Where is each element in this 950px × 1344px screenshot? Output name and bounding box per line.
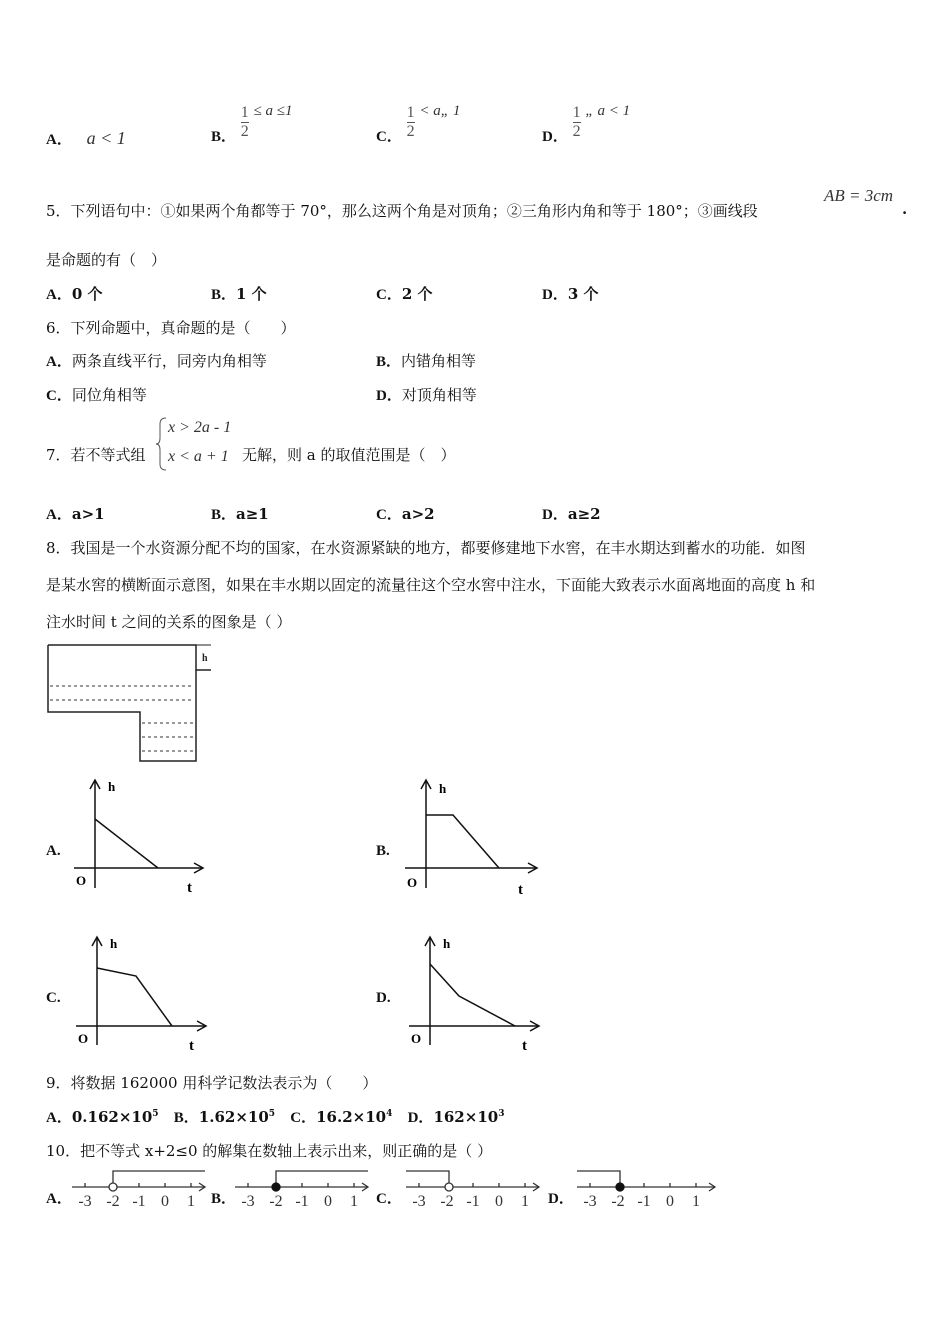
axis-label-h: h bbox=[110, 936, 118, 951]
fraction-half: $\frac{1}{2}$ bbox=[240, 104, 249, 140]
svg-text:-2: -2 bbox=[106, 1193, 120, 1210]
depth-label: h bbox=[202, 653, 208, 664]
left-brace-icon bbox=[156, 416, 168, 472]
svg-text:1: 1 bbox=[521, 1193, 529, 1210]
q4-option-a[interactable]: A． a < 1 bbox=[46, 128, 126, 148]
q5-option-d[interactable]: D．3 个 bbox=[542, 285, 599, 303]
fraction-half: $\frac{1}{2}$ bbox=[572, 104, 581, 140]
svg-text:-1: -1 bbox=[295, 1193, 309, 1210]
q6-stem: 6．下列命题中，真命题的是（ ） bbox=[46, 319, 296, 337]
cistern-diagram bbox=[46, 644, 216, 766]
axis-label-t: t bbox=[518, 882, 523, 898]
origin-label: O bbox=[407, 875, 418, 890]
q8-stem-line2: 是某水窖的横断面示意图，如果在丰水期以固定的流量往这个空水窖中注水，下面能大致表示水面离地面的高度 h 和 bbox=[46, 576, 816, 594]
q9-option-a[interactable]: A．$0.162\times 10^5$ bbox=[46, 1108, 159, 1126]
svg-text:0: 0 bbox=[666, 1193, 674, 1210]
q6-option-b[interactable]: B．内错角相等 bbox=[376, 352, 477, 370]
q10-option-c-label[interactable]: C． bbox=[376, 1191, 402, 1207]
q9-option-c[interactable]: C．$16.2\times 10^4$ bbox=[290, 1108, 393, 1126]
q8-graph-b[interactable] bbox=[401, 775, 546, 897]
graph-line bbox=[426, 815, 499, 868]
fraction-half: $\frac{1}{2}$ bbox=[406, 104, 415, 140]
svg-text:0: 0 bbox=[495, 1193, 503, 1210]
q8-option-d-label[interactable]: D. bbox=[376, 990, 391, 1006]
axis-label-h: h bbox=[439, 781, 447, 796]
q6-option-c[interactable]: C．同位角相等 bbox=[46, 386, 147, 404]
q8-stem-line3: 注水时间 t 之间的关系的图象是（ ） bbox=[46, 613, 292, 631]
q7-inequality-1: x > 2a - 1 bbox=[168, 419, 232, 436]
q5-stem-line2: 是命题的有（ ） bbox=[46, 251, 167, 269]
q8-option-b-label[interactable]: B. bbox=[376, 843, 390, 859]
q10-stem: 10．把不等式 x+2≤0 的解集在数轴上表示出来，则正确的是（ ） bbox=[46, 1142, 493, 1160]
origin-label: O bbox=[78, 1031, 89, 1046]
q9-option-d[interactable]: D．$162\times 10^3$ bbox=[407, 1108, 505, 1126]
q7-option-d[interactable]: D．a≥2 bbox=[542, 505, 601, 523]
graph-line bbox=[430, 964, 515, 1026]
svg-text:0: 0 bbox=[324, 1193, 332, 1210]
q8-stem-line1: 8．我国是一个水资源分配不均的国家，在水资源紧缺的地方，都要修建地下水窖，在丰水期达到蓄水的功能．如图 bbox=[46, 539, 806, 557]
q10-number-line-c[interactable] bbox=[404, 1166, 544, 1210]
q6-option-d[interactable]: D．对顶角相等 bbox=[376, 386, 477, 404]
q8-option-a-label[interactable]: A. bbox=[46, 843, 61, 859]
svg-text:-3: -3 bbox=[583, 1193, 597, 1210]
q4-option-c[interactable]: C． $\frac{1}{2}$ < a„ 1 bbox=[376, 102, 461, 145]
open-point-icon bbox=[445, 1183, 453, 1191]
axis-label-t: t bbox=[522, 1038, 527, 1054]
q4-option-b[interactable]: B． $\frac{1}{2}$ ≤ a ≤1 bbox=[211, 102, 293, 145]
svg-text:-2: -2 bbox=[611, 1193, 625, 1210]
q7-stem-a: 7．若不等式组 bbox=[46, 446, 146, 464]
q6-option-a[interactable]: A．两条直线平行，同旁内角相等 bbox=[46, 352, 267, 370]
axis-label-t: t bbox=[187, 880, 192, 896]
svg-text:1: 1 bbox=[187, 1193, 195, 1210]
q5-stem: 5．下列语句中：①如果两个角都等于 70°，那么这两个角是对顶角；②三角形内角和等于 180°；③画线段 bbox=[46, 202, 758, 220]
q7-option-a[interactable]: A．a>1 bbox=[46, 505, 105, 523]
svg-text:0: 0 bbox=[161, 1193, 169, 1210]
q5-option-b[interactable]: B．1 个 bbox=[211, 285, 267, 303]
solid-point-icon bbox=[272, 1183, 280, 1191]
q10-option-d-label[interactable]: D． bbox=[548, 1191, 574, 1207]
q8-graph-c[interactable] bbox=[72, 932, 217, 1054]
svg-text:-3: -3 bbox=[78, 1193, 92, 1210]
q7-option-b[interactable]: B．a≥1 bbox=[211, 505, 269, 523]
axis-label-t: t bbox=[189, 1038, 194, 1054]
svg-text:-1: -1 bbox=[132, 1193, 146, 1210]
origin-label: O bbox=[411, 1031, 422, 1046]
q10-option-a-label[interactable]: A． bbox=[46, 1191, 72, 1207]
q9-options bbox=[46, 1106, 504, 1127]
q7-option-c[interactable]: C．a>2 bbox=[376, 505, 435, 523]
graph-line bbox=[97, 968, 172, 1026]
svg-text:-2: -2 bbox=[269, 1193, 283, 1210]
solid-point-icon bbox=[616, 1183, 624, 1191]
origin-label: O bbox=[76, 873, 87, 888]
q9-stem: 9．将数据 162000 用科学记数法表示为（ ） bbox=[46, 1074, 378, 1092]
q10-number-line-a[interactable] bbox=[70, 1166, 210, 1210]
q5-option-a[interactable]: A．0 个 bbox=[46, 285, 103, 303]
q10-number-line-d[interactable] bbox=[575, 1166, 720, 1210]
axis-label-h: h bbox=[443, 936, 451, 951]
q5-end: . bbox=[902, 200, 908, 218]
q5-option-c[interactable]: C．2 个 bbox=[376, 285, 433, 303]
q8-graph-a[interactable] bbox=[70, 775, 215, 897]
q8-option-c-label[interactable]: C. bbox=[46, 990, 61, 1006]
open-point-icon bbox=[109, 1183, 117, 1191]
graph-line bbox=[95, 819, 158, 868]
q7-inequality-2: x < a + 1 bbox=[168, 448, 229, 465]
q4-option-d[interactable]: D． $\frac{1}{2}$ „ a < 1 bbox=[542, 102, 631, 145]
svg-text:-1: -1 bbox=[466, 1193, 480, 1210]
axis-label-h: h bbox=[108, 779, 116, 794]
svg-text:-3: -3 bbox=[241, 1193, 255, 1210]
q9-option-b[interactable]: B．$1.62\times 10^5$ bbox=[173, 1108, 276, 1126]
svg-text:-3: -3 bbox=[412, 1193, 426, 1210]
svg-text:-2: -2 bbox=[440, 1193, 454, 1210]
q5-math-ab: AB = 3cm bbox=[824, 186, 894, 205]
svg-text:1: 1 bbox=[350, 1193, 358, 1210]
svg-text:1: 1 bbox=[692, 1193, 700, 1210]
q10-number-line-b[interactable] bbox=[233, 1166, 373, 1210]
q10-option-b-label[interactable]: B． bbox=[211, 1191, 237, 1207]
svg-text:-1: -1 bbox=[637, 1193, 651, 1210]
q8-graph-d[interactable] bbox=[405, 932, 550, 1054]
q7-stem-b: 无解，则 a 的取值范围是（ ） bbox=[242, 446, 456, 464]
